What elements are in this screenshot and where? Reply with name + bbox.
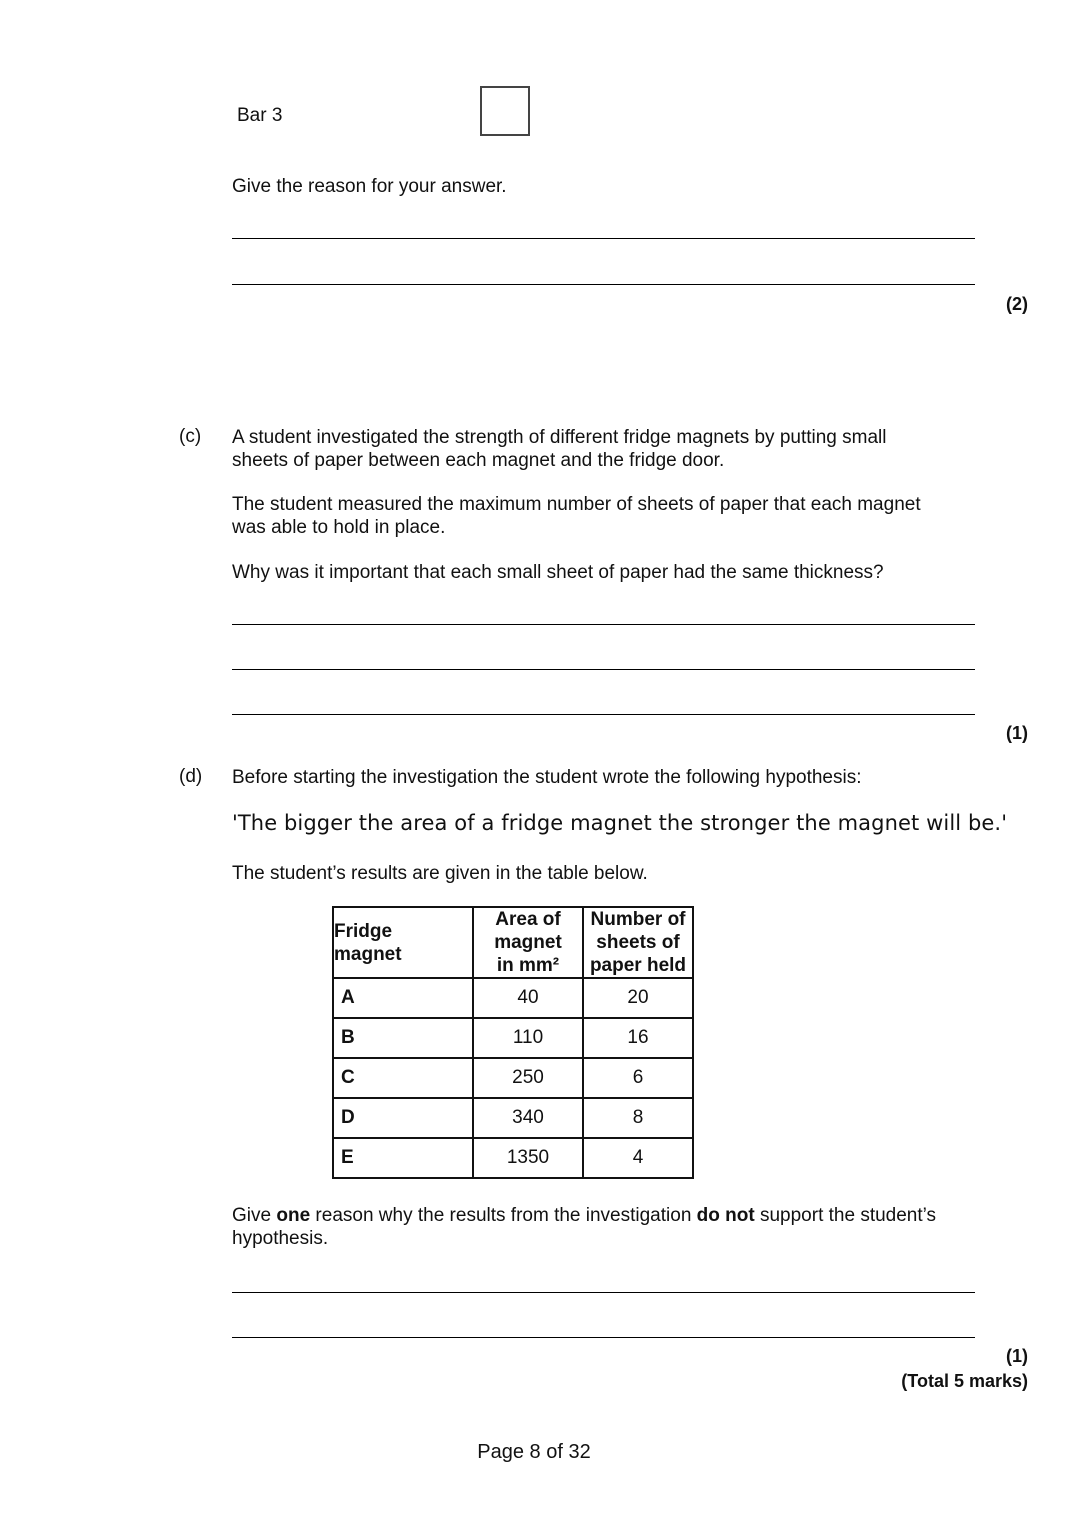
header-area: Area of magnet in mm² [473, 907, 583, 978]
table-intro: The student’s results are given in the table below. [232, 863, 648, 884]
total-marks: (Total 5 marks) [901, 1371, 1028, 1391]
page-number: Page 8 of 32 [477, 1441, 591, 1463]
table-row [333, 1018, 693, 1058]
header-fridge-magnet: Fridge magnet [333, 907, 473, 978]
area-cell: 40 [473, 978, 583, 1018]
text-line: Give one reason why the results from the investigation do not support the student’s [232, 1205, 937, 1226]
table-row [333, 1058, 693, 1098]
table-row [333, 1098, 693, 1138]
table-row [333, 978, 693, 1018]
table-header-row [333, 907, 693, 978]
answer-line[interactable] [232, 669, 975, 670]
part-d-intro: Before starting the investigation the student wrote the following hypothesis: [232, 767, 862, 788]
sheets-cell: 6 [583, 1058, 693, 1098]
results-table [332, 906, 694, 1179]
magnet-cell: E [333, 1138, 473, 1178]
part-c-label: (c) [179, 426, 202, 447]
answer-line[interactable] [232, 624, 975, 625]
magnet-cell: B [333, 1018, 473, 1058]
marks-b: (2) [1006, 294, 1028, 314]
reason-prompt: Give the reason for your answer. [232, 176, 507, 197]
text-line: A student investigated the strength of different fridge magnets by putting small [232, 427, 887, 448]
part-d-question [232, 1204, 992, 1250]
part-c-intro [232, 426, 992, 472]
area-cell: 1350 [473, 1138, 583, 1178]
bar-3-label: Bar 3 [237, 105, 283, 126]
magnet-cell: D [333, 1098, 473, 1138]
text-line: was able to hold in place. [232, 517, 446, 538]
text-line: sheets of paper between each magnet and the fridge door. [232, 450, 725, 471]
text-line: The student measured the maximum number of sheets of paper that each magnet [232, 494, 921, 515]
marks-c: (1) [1006, 723, 1028, 743]
answer-line[interactable] [232, 1337, 975, 1338]
area-cell: 340 [473, 1098, 583, 1138]
sheets-cell: 4 [583, 1138, 693, 1178]
answer-line[interactable] [232, 238, 975, 239]
sheets-cell: 20 [583, 978, 693, 1018]
area-cell: 110 [473, 1018, 583, 1058]
part-c-question: Why was it important that each small sheet of paper had the same thickness? [232, 562, 884, 583]
table-row [333, 1138, 693, 1178]
header-sheets: Number of sheets of paper held [583, 907, 693, 978]
sheets-cell: 8 [583, 1098, 693, 1138]
sheets-cell: 16 [583, 1018, 693, 1058]
magnet-cell: C [333, 1058, 473, 1098]
part-d-label: (d) [179, 766, 203, 787]
hypothesis-quote: 'The bigger the area of a fridge magnet the stronger the magnet will be.' [232, 811, 1008, 835]
answer-line[interactable] [232, 714, 975, 715]
marks-d: (1) [1006, 1346, 1028, 1366]
magnet-cell: A [333, 978, 473, 1018]
text-line: hypothesis. [232, 1228, 329, 1249]
part-c-measure [232, 493, 992, 539]
bar-3-answer-box[interactable] [480, 86, 530, 136]
area-cell: 250 [473, 1058, 583, 1098]
answer-line[interactable] [232, 1292, 975, 1293]
answer-line[interactable] [232, 284, 975, 285]
